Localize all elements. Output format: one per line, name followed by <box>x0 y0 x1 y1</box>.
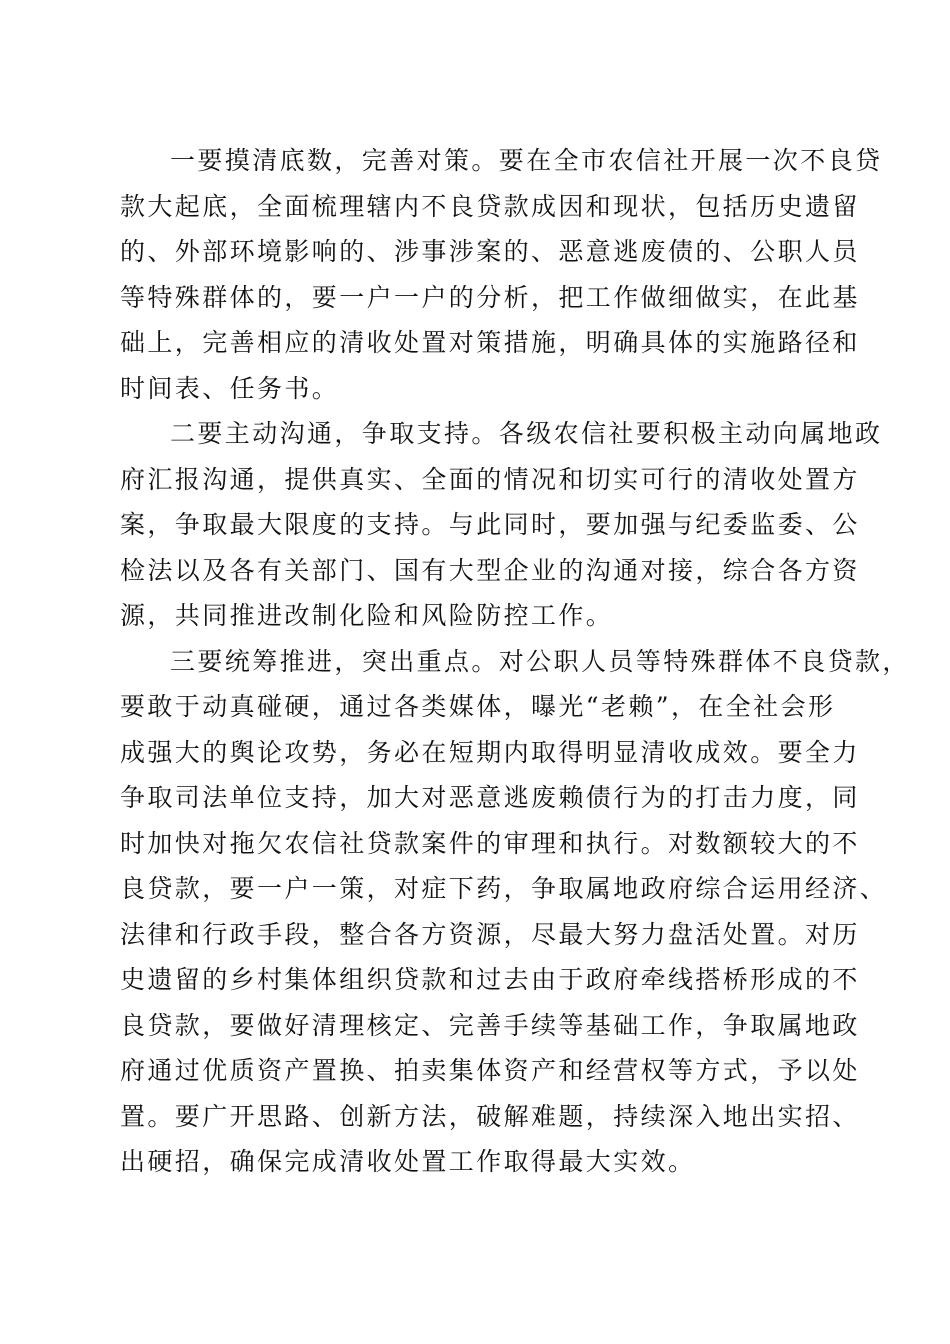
paragraph-3 <box>120 639 910 1185</box>
paragraph-line: 一要摸清底数，完善对策。要在全市农信社开展一次不良贷 <box>170 146 883 175</box>
paragraph-line: 史遗留的乡村集体组织贷款和过去由于政府牵线搭桥形成的不 <box>120 965 860 994</box>
paragraph-line: 法律和行政手段，整合各方资源，尽最大努力盘活处置。对历 <box>120 919 860 949</box>
paragraph-line: 置。要广开思路、创新方法，破解难题，持续深入地出实招、 <box>120 1101 860 1131</box>
paragraph-line: 府汇报沟通，提供真实、全面的情况和切实可行的清收处置方 <box>120 464 860 494</box>
paragraph-line: 等特殊群体的，要一户一户的分析，把工作做细做实，在此基 <box>120 282 860 312</box>
paragraph-line: 础上，完善相应的清收处置对策措施，明确具体的实施路径和 <box>120 328 860 357</box>
paragraph-line: 良贷款，要做好清理核定、完善手续等基础工作，争取属地政 <box>120 1010 860 1040</box>
paragraph-line: 争取司法单位支持，加大对恶意逃废赖债行为的打击力度，同 <box>120 783 860 812</box>
paragraph-2 <box>120 411 883 639</box>
paragraph-line: 三要统筹推进，突出重点。对公职人员等特殊群体不良贷款， <box>170 646 910 676</box>
document-body <box>120 138 910 1185</box>
paragraph-line: 出硬招，确保完成清收处置工作取得最大实效。 <box>120 1147 696 1176</box>
paragraph-line: 良贷款，要一户一策，对症下药，争取属地政府综合运用经济、 <box>120 874 888 903</box>
paragraph-line: 源，共同推进改制化险和风险防控工作。 <box>120 601 614 630</box>
paragraph-line: 款大起底，全面梳理辖内不良贷款成因和现状，包括历史遗留 <box>120 191 860 221</box>
paragraph-line: 二要主动沟通，争取支持。各级农信社要积极主动向属地政 <box>170 419 883 448</box>
paragraph-line: 时间表、任务书。 <box>120 373 340 403</box>
paragraph-line: 府通过优质资产置换、拍卖集体资产和经营权等方式，予以处 <box>120 1056 860 1085</box>
paragraph-line: 检法以及各有关部门、国有大型企业的沟通对接，综合各方资 <box>120 555 860 585</box>
paragraph-line: 时加快对拖欠农信社贷款案件的审理和执行。对数额较大的不 <box>120 828 860 858</box>
paragraph-line: 案，争取最大限度的支持。与此同时，要加强与纪委监委、公 <box>120 510 860 539</box>
paragraph-1 <box>120 138 883 411</box>
paragraph-line: 要敢于动真碰硬，通过各类媒体，曝光“老赖”，在全社会形 <box>120 692 836 721</box>
paragraph-line: 的、外部环境影响的、涉事涉案的、恶意逃废债的、公职人员 <box>120 237 860 266</box>
paragraph-line: 成强大的舆论攻势，务必在短期内取得明显清收成效。要全力 <box>120 737 860 767</box>
